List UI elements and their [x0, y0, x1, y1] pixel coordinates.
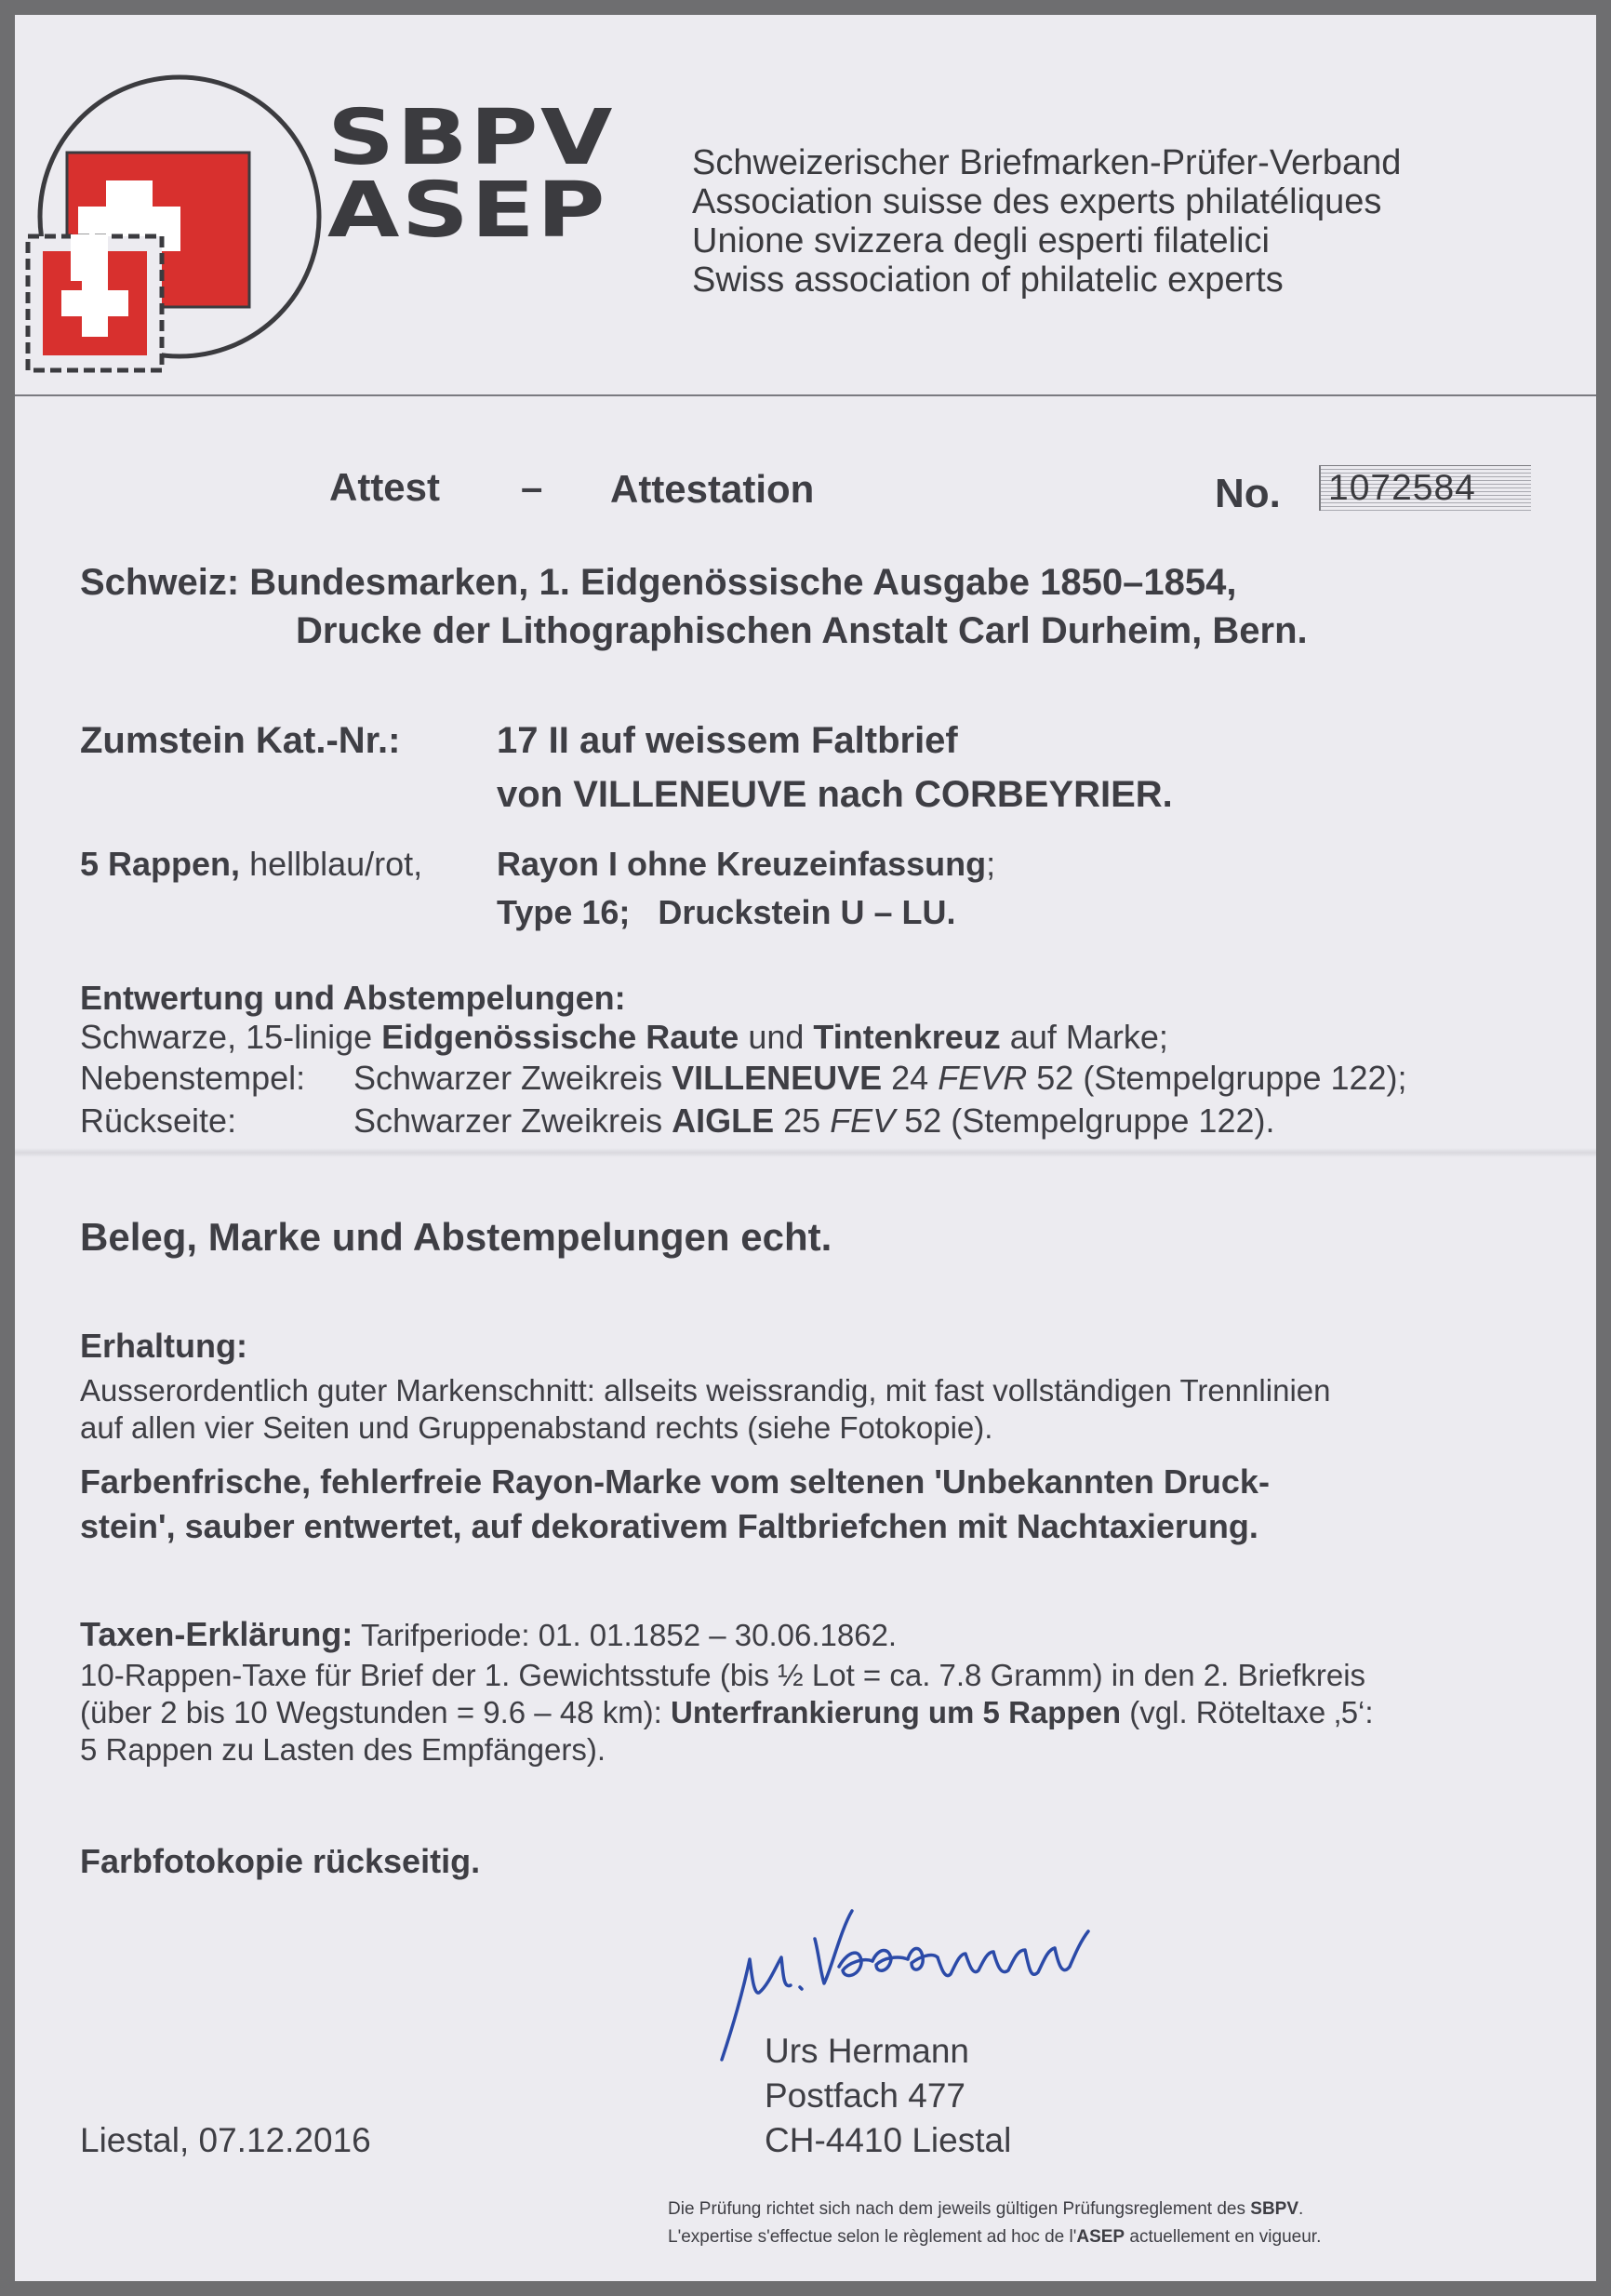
reverse-postmark-line [353, 1101, 1275, 1141]
footer-de [668, 2199, 1303, 2220]
logo-sbpv: SBPV [327, 94, 615, 182]
catalogue-label: Zumstein Kat.-Nr.: [80, 720, 401, 761]
cancel-text-a: Schwarze, 15-linige [80, 1018, 373, 1056]
footer-fr [668, 2227, 1321, 2248]
association-name-fr: Association suisse des experts philatéliques [692, 182, 1382, 221]
taxes-line-3: 5 Rappen zu Lasten des Empfängers). [80, 1732, 606, 1767]
stamp-rayon: Rayon I ohne Kreuzeinfassung [497, 845, 987, 883]
header-divider [15, 394, 1596, 396]
footer-de-org: SBPV [1250, 2199, 1299, 2219]
subject-line-2: Drucke der Lithographischen Anstalt Carl Durheim, Bern. [296, 610, 1308, 651]
cancel-raute: Eidgenössische Raute [381, 1018, 739, 1056]
footer-fr-end: actuellement en vigueur. [1129, 2227, 1322, 2247]
footer-fr-text: L'expertise s'effectue selon le règlement ad hoc de l' [668, 2227, 1077, 2247]
fold-line [15, 1148, 1596, 1157]
taxes-line-1: 10-Rappen-Taxe für Brief der 1. Gewichtsstufe (bis ½ Lot = ca. 7.8 Gramm) in den 2. Briefkreis [80, 1658, 1366, 1692]
cancel-tintenkreuz: Tintenkreuz [813, 1018, 1001, 1056]
condition-bold-2: stein', sauber entwertet, auf dekorativem Faltbriefchen mit Nachtaxierung. [80, 1507, 1258, 1545]
taxes-period: Tarifperiode: 01. 01.1852 – 30.06.1862. [360, 1618, 898, 1652]
taxes-heading: Taxen-Erklärung: [80, 1615, 353, 1653]
postmark3-text: Schwarzer Zweikreis [353, 1101, 663, 1140]
cert-number: 1072584 [1328, 468, 1476, 508]
postmark3-place: AIGLE [672, 1101, 775, 1140]
title-dash: – [521, 465, 543, 509]
postmark3-year: 52 [904, 1101, 942, 1140]
stamp-semicolon: ; [986, 845, 996, 883]
cancellation-line-1 [80, 1018, 1168, 1057]
taxes-line-2 [80, 1695, 1374, 1730]
stamp-color: hellblau/rot, [249, 845, 423, 883]
postmark2-month: FEVR [938, 1059, 1028, 1097]
place-date: Liestal, 07.12.2016 [80, 2121, 371, 2159]
sbpv-swiss-stamp-logo [15, 71, 331, 387]
verdict: Beleg, Marke und Abstempelungen echt. [80, 1215, 832, 1259]
stamp-type: Type 16; [497, 893, 631, 931]
postmark3-group: (Stempelgruppe 122). [951, 1101, 1275, 1140]
postmark2-group: (Stempelgruppe 122); [1083, 1059, 1407, 1097]
postmark2-place: VILLENEUVE [672, 1059, 883, 1097]
cert-number-field [1319, 465, 1531, 511]
expert-name: Urs Hermann [765, 2032, 969, 2070]
stamp-rayon-line [497, 845, 995, 884]
logo-asep: ASEP [327, 167, 607, 255]
expert-po-box: Postfach 477 [765, 2076, 965, 2115]
cert-no-label: No. [1215, 471, 1281, 516]
stamp-type-line [497, 893, 956, 932]
subject-line-1: Schweiz: Bundesmarken, 1. Eidgenössische Ausgabe 1850–1854, [80, 562, 1237, 603]
postmark3-month: FEV [830, 1101, 896, 1140]
footer-de-text: Die Prüfung richtet sich nach dem jeweils gültigen Prüfungsreglement des [668, 2199, 1245, 2219]
reverse-label: Rückseite: [80, 1101, 237, 1140]
catalogue-value-1: 17 II auf weissem Faltbrief [497, 720, 958, 761]
title-attestation: Attestation [610, 467, 815, 511]
taxes-heading-line [80, 1615, 897, 1654]
stamp-value: 5 Rappen, [80, 845, 241, 883]
title-attest: Attest [329, 465, 441, 509]
association-name-en: Swiss association of philatelic experts [692, 260, 1284, 300]
taxes-underpayment: Unterfrankierung um 5 Rappen [671, 1695, 1122, 1729]
stamp-stone: Druckstein U – LU. [658, 893, 956, 931]
postmark3-day: 25 [783, 1101, 821, 1140]
taxes-line-2b: (vgl. Röteltaxe ‚5‘: [1129, 1695, 1374, 1729]
cancellation-heading: Entwertung und Abstempelungen: [80, 979, 626, 1017]
footer-fr-org: ASEP [1076, 2227, 1125, 2247]
association-name-de: Schweizerischer Briefmarken-Prüfer-Verband [692, 143, 1402, 182]
postmark2-year: 52 [1036, 1059, 1074, 1097]
footer-de-end: . [1298, 2199, 1304, 2219]
photocopy-note: Farbfotokopie rückseitig. [80, 1842, 481, 1880]
condition-bold-1: Farbenfrische, fehlerfreie Rayon-Marke vom seltenen 'Unbekannten Druck- [80, 1462, 1270, 1501]
condition-line-2: auf allen vier Seiten und Gruppenabstand rechts (siehe Fotokopie). [80, 1410, 993, 1445]
secondary-postmark-label: Nebenstempel: [80, 1059, 306, 1097]
catalogue-value-2: von VILLENEUVE nach CORBEYRIER. [497, 774, 1173, 815]
expert-city: CH-4410 Liestal [765, 2121, 1012, 2159]
condition-line-1: Ausserordentlich guter Markenschnitt: allseits weissrandig, mit fast vollständigen Trennlinien [80, 1373, 1331, 1408]
certificate-page [15, 15, 1596, 2281]
association-name-it: Unione svizzera degli esperti filatelici [692, 221, 1270, 260]
postmark2-text: Schwarzer Zweikreis [353, 1059, 663, 1097]
cancel-text-e: auf Marke; [1009, 1018, 1168, 1056]
secondary-postmark-line [353, 1059, 1407, 1098]
condition-heading: Erhaltung: [80, 1327, 247, 1365]
stamp-value-line [80, 845, 422, 884]
cancel-text-c: und [748, 1018, 805, 1056]
taxes-line-2a: (über 2 bis 10 Wegstunden = 9.6 – 48 km): [80, 1695, 662, 1729]
postmark2-day: 24 [891, 1059, 929, 1097]
